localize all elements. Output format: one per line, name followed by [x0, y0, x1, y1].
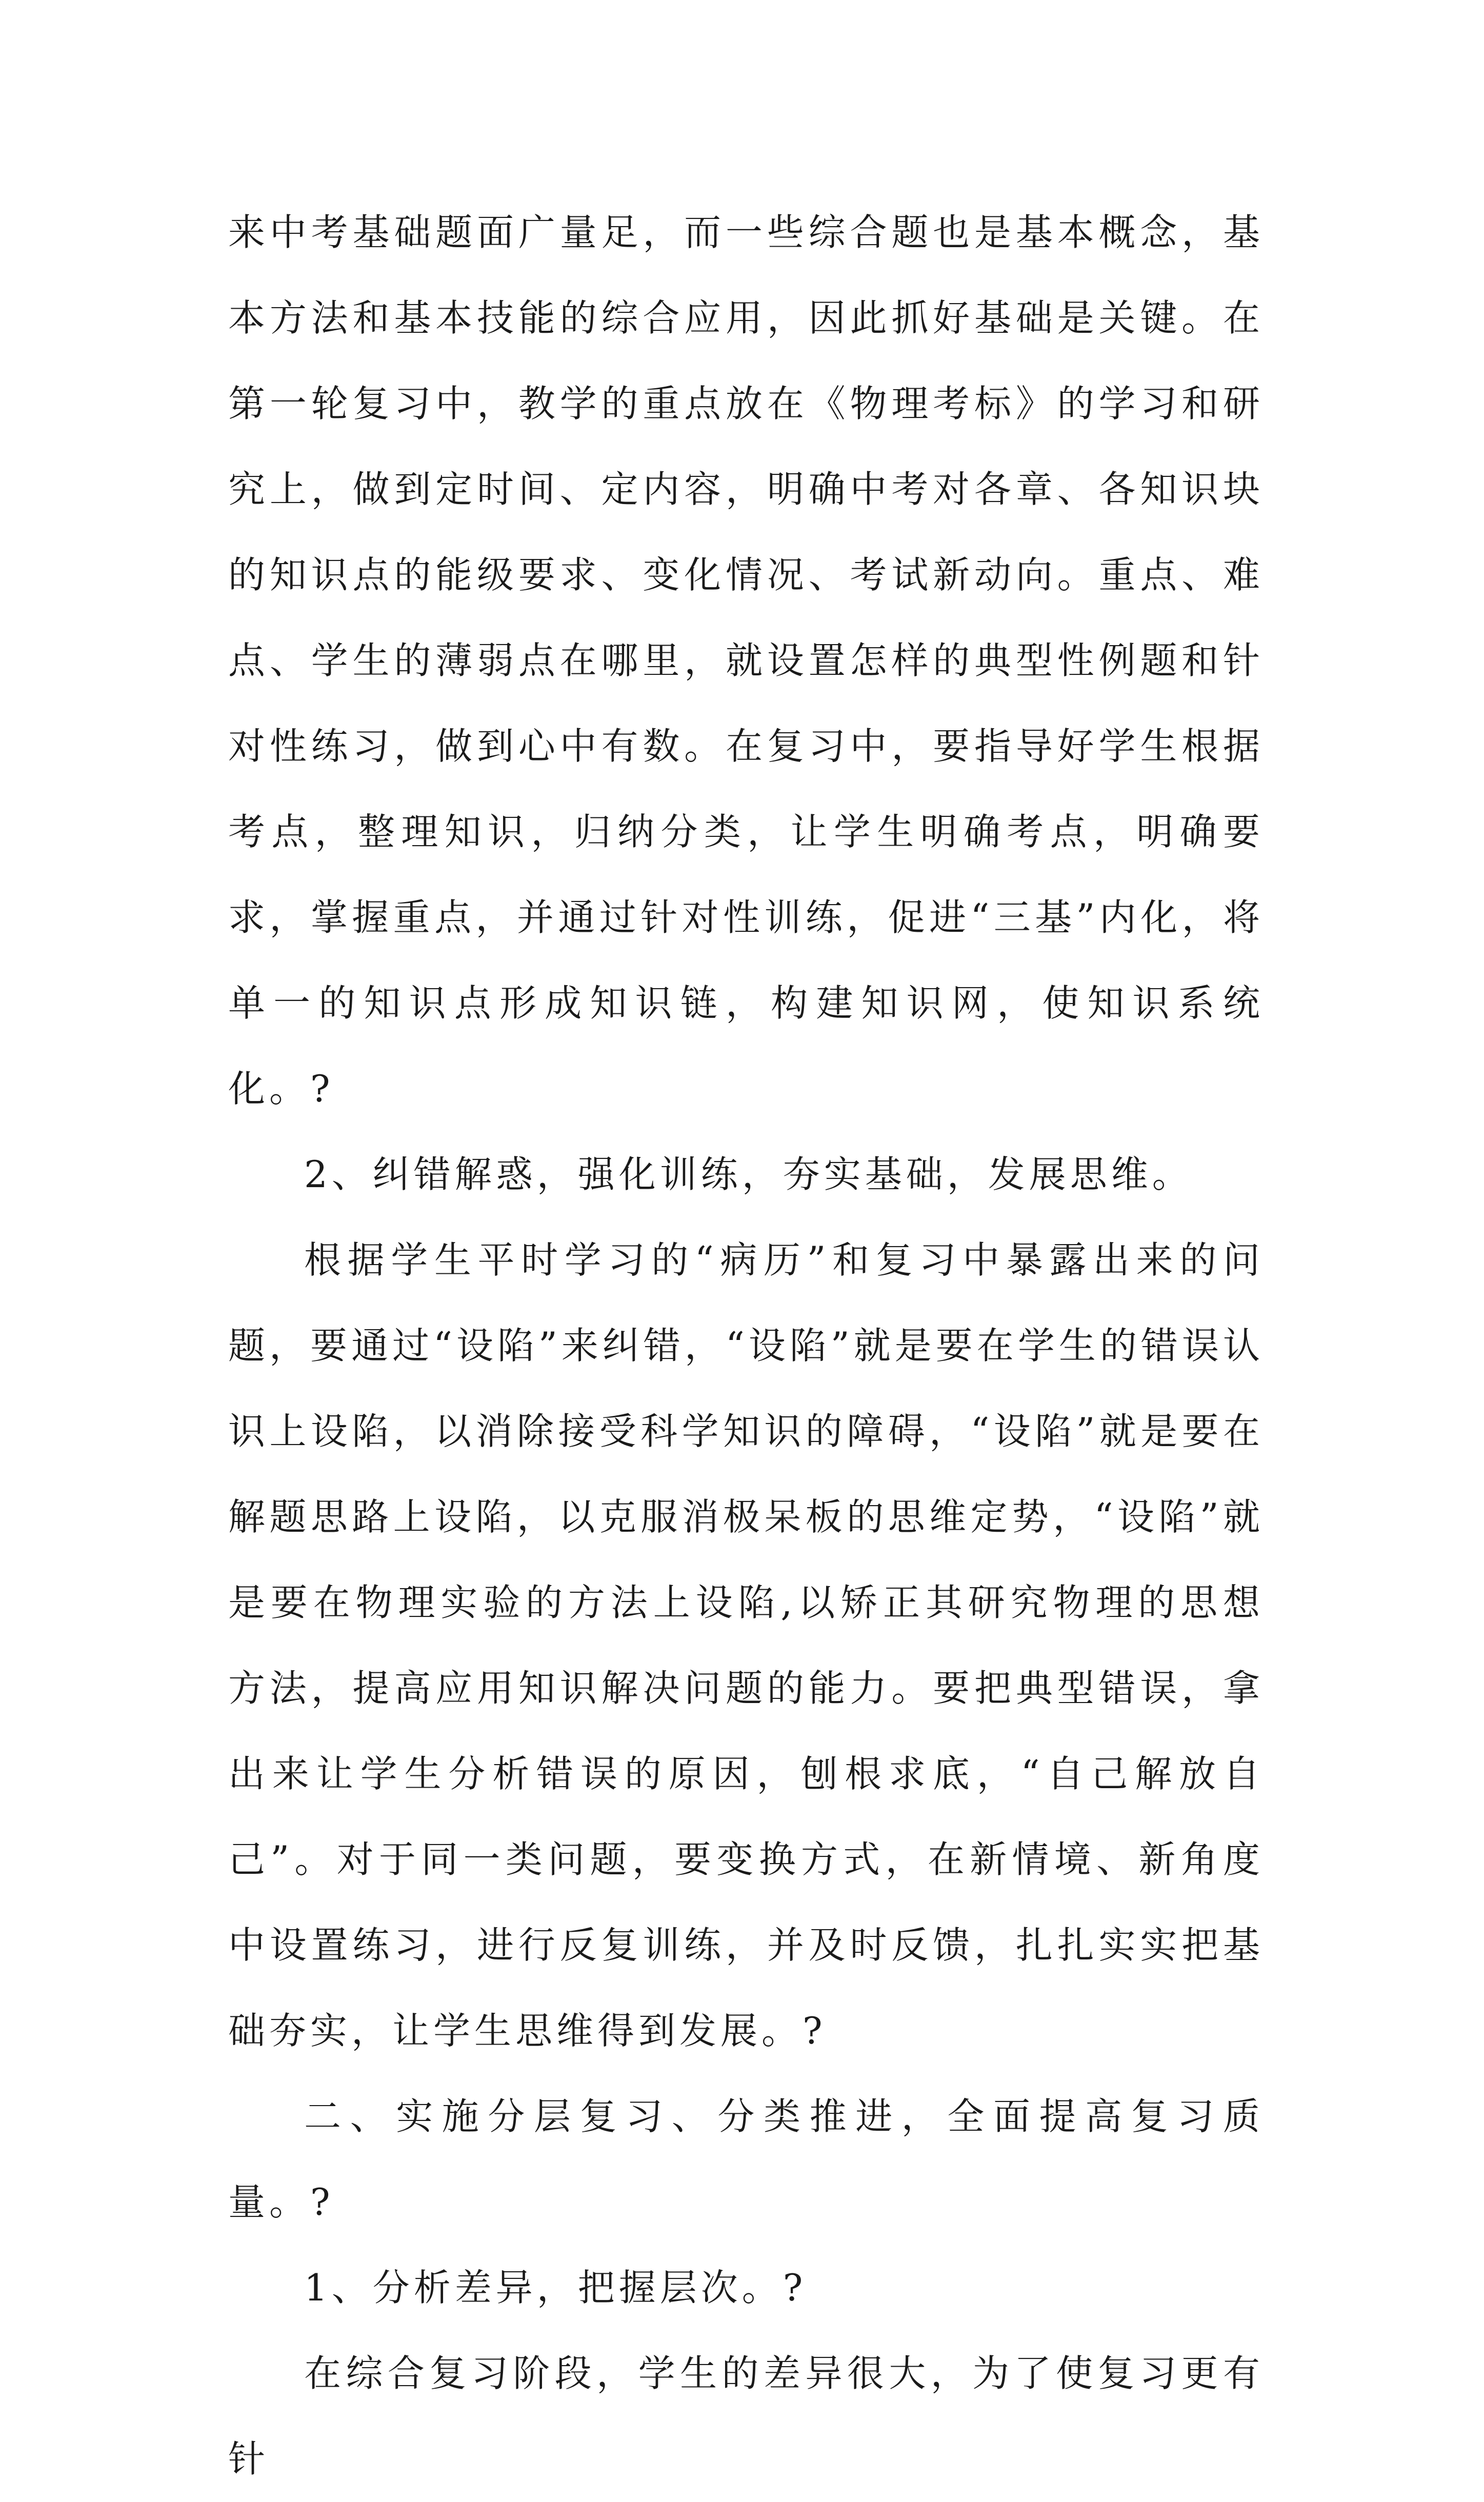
paragraph-6: 在综合复习阶段，学生的差异很大，为了使复习更有针	[228, 2352, 1264, 2480]
document-body	[228, 190, 1264, 2502]
paragraph-2: 2、纠错解惑，强化训练，夯实基础，发展思维。	[304, 1153, 1193, 1196]
section-heading-2: 二、实施分层复习、分类推进，全面提高复习质量。?	[228, 2095, 1264, 2224]
subheading-1: 1、分析差异，把握层次。?	[304, 2266, 807, 2309]
paragraph-3: 根据学生平时学习的“病历”和复习中暴露出来的问题，要通过“设陷”来纠错，“设陷”就是要在学生的错误认识上设陷，以消除接受科学知识的障碍，“设陷”就是要在解题思路上设陷，以克服消极呆板的思维定势，“设陷”就是要在物理实验的方法上设陷,以矫正其研究物理的思想方法，提高应用知识解决问题的能力。要把典型错误，拿出来让学生分析错误的原因，刨根求底，“自己解放自己”。对于同一类问题，要变换方式，在新情境、新角度中设置练习，进行反复训练，并及时反馈，扎扎实实把基础夯实，让学生思维得到发展。?	[228, 1238, 1264, 2052]
paragraph-1: 来中考基础题面广量足，而一些综合题也是基本概念，基本方法和基本技能的综合应用，因此抓好基础是关键。在第一轮复习中，教学的重点放在《物理考标》的学习和研究上，做到定时间、定内容，明确中考对各章、各知识块的知识点的能级要求、变化情况、考试新动向。重点、难点、学生的薄弱点在哪里，就设置怎样的典型性例题和针对性练习，做到心中有数。在复习中，要指导好学生根据考点，整理知识，归纳分类，让学生明确考点，明确要求，掌握重点，并通过针对性训练，促进“三基”内化，将单一的知识点形成知识链，构建知识网，使知识系统化。?	[228, 211, 1264, 1110]
